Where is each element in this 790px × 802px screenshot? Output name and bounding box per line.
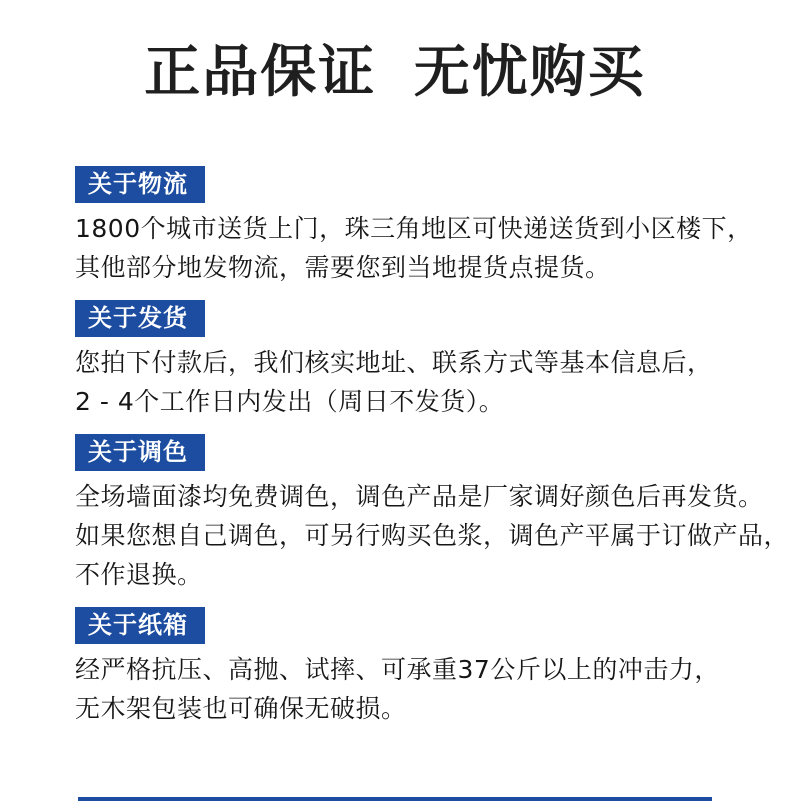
page-title: 正品保证 无忧购买: [144, 40, 646, 105]
guarantee-section: [75, 434, 790, 594]
section-badge: 关于调色: [75, 434, 205, 471]
guarantee-section: [75, 166, 753, 287]
section-text-line: 经严格抗压、高抛、试摔、可承重37公斤以上的冲击力，: [75, 655, 720, 684]
section-badge: 关于发货: [75, 300, 205, 337]
section-text-line: 不作退换。: [75, 560, 203, 589]
section-body: [75, 650, 730, 728]
section-text-line: 如果您想自己调色，可另行购买色浆，调色产平属于订做产品，: [75, 521, 790, 550]
guarantee-sections: [0, 166, 790, 728]
section-text-line: 全场墙面漆均免费调色，调色产品是厂家调好颜色后再发货。: [75, 482, 764, 511]
guarantee-section: [75, 607, 730, 728]
guarantee-section: [75, 300, 730, 421]
section-text-line: 无木架包装也可确保无破损。: [75, 694, 407, 723]
section-text-line: 您拍下付款后，我们核实地址、联系方式等基本信息后，: [75, 348, 713, 377]
section-badge: 关于物流: [75, 166, 205, 203]
section-body: [75, 343, 730, 421]
section-text-line: 其他部分地发物流，需要您到当地提货点提货。: [75, 253, 611, 282]
section-text-line: 2 - 4个工作日内发出（周日不发货）。: [75, 387, 505, 416]
section-text-line: 1800个城市送货上门，珠三角地区可快递送货到小区楼下，: [75, 214, 753, 243]
section-badge: 关于纸箱: [75, 607, 205, 644]
section-body: [75, 209, 753, 287]
section-body: [75, 477, 790, 594]
bottom-divider-line: [78, 797, 712, 801]
